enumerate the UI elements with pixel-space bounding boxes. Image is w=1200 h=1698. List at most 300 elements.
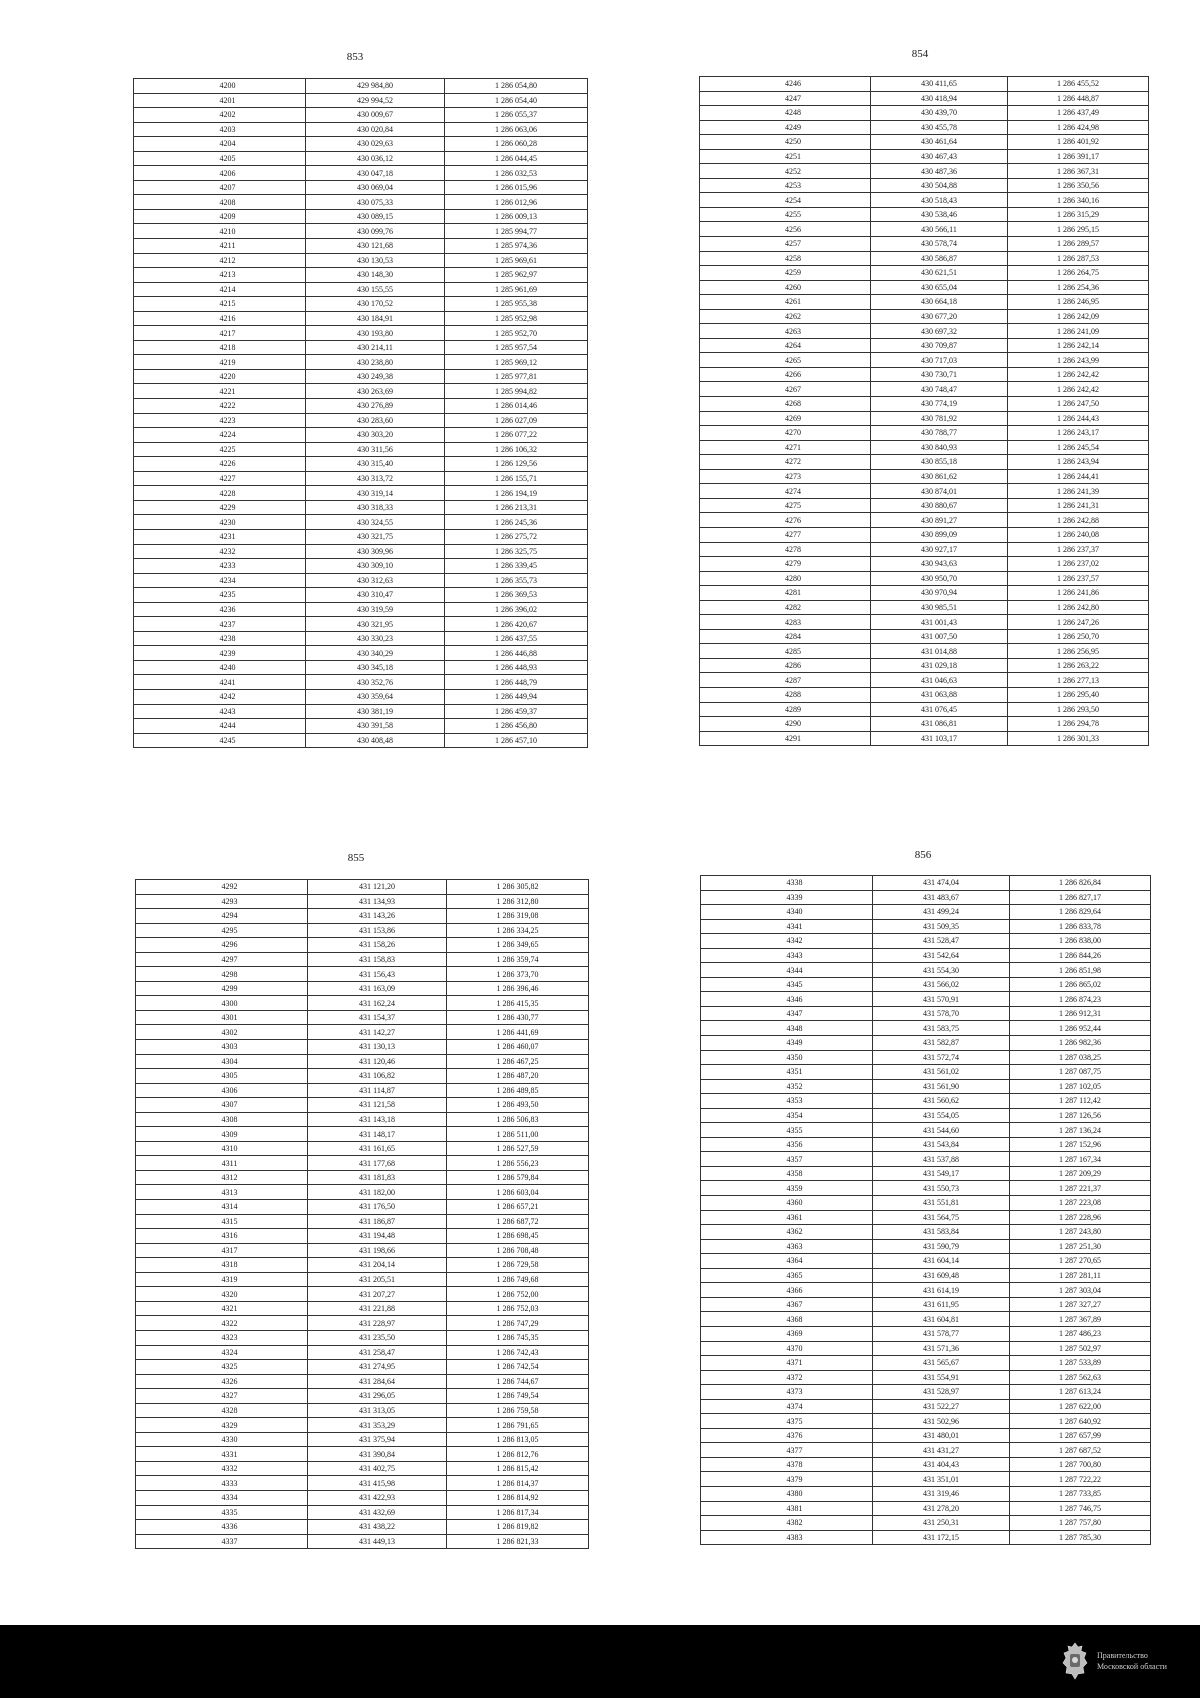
point-number-cell: 4252 bbox=[700, 164, 871, 179]
y-coordinate-cell: 1 287 270,65 bbox=[1010, 1254, 1151, 1269]
x-coordinate-cell: 431 186,87 bbox=[308, 1214, 447, 1229]
x-coordinate-cell: 431 258,47 bbox=[308, 1345, 447, 1360]
y-coordinate-cell: 1 286 237,37 bbox=[1008, 542, 1149, 557]
point-number-cell: 4264 bbox=[700, 338, 871, 353]
x-coordinate-cell: 430 538,46 bbox=[871, 207, 1008, 222]
y-coordinate-cell: 1 286 579,84 bbox=[447, 1170, 589, 1185]
y-coordinate-cell: 1 286 814,92 bbox=[447, 1490, 589, 1505]
y-coordinate-cell: 1 286 250,70 bbox=[1008, 629, 1149, 644]
x-coordinate-cell: 431 502,96 bbox=[873, 1414, 1010, 1429]
point-number-cell: 4203 bbox=[134, 122, 306, 137]
point-number-cell: 4302 bbox=[136, 1025, 308, 1040]
x-coordinate-cell: 430 709,87 bbox=[871, 338, 1008, 353]
table-row bbox=[701, 1065, 1151, 1080]
x-coordinate-cell: 431 121,20 bbox=[308, 880, 447, 895]
table-row bbox=[701, 1472, 1151, 1487]
y-coordinate-cell: 1 287 502,97 bbox=[1010, 1341, 1151, 1356]
x-coordinate-cell: 430 036,12 bbox=[306, 151, 445, 166]
point-number-cell: 4347 bbox=[701, 1006, 873, 1021]
point-number-cell: 4212 bbox=[134, 253, 306, 268]
y-coordinate-cell: 1 287 367,89 bbox=[1010, 1312, 1151, 1327]
table-row bbox=[134, 311, 588, 326]
table-row bbox=[701, 1225, 1151, 1240]
table-row bbox=[136, 1534, 589, 1549]
table-row bbox=[701, 1457, 1151, 1472]
table-row bbox=[136, 894, 589, 909]
x-coordinate-cell: 430 455,78 bbox=[871, 120, 1008, 135]
x-coordinate-cell: 430 170,52 bbox=[306, 297, 445, 312]
y-coordinate-cell: 1 286 396,46 bbox=[447, 981, 589, 996]
point-number-cell: 4330 bbox=[136, 1432, 308, 1447]
x-coordinate-cell: 431 204,14 bbox=[308, 1258, 447, 1273]
table-row bbox=[701, 890, 1151, 905]
point-number-cell: 4348 bbox=[701, 1021, 873, 1036]
point-number-cell: 4340 bbox=[701, 905, 873, 920]
x-coordinate-cell: 431 375,94 bbox=[308, 1432, 447, 1447]
table-row bbox=[134, 529, 588, 544]
point-number-cell: 4256 bbox=[700, 222, 871, 237]
x-coordinate-cell: 431 181,83 bbox=[308, 1170, 447, 1185]
y-coordinate-cell: 1 285 994,82 bbox=[445, 384, 588, 399]
x-coordinate-cell: 431 158,83 bbox=[308, 952, 447, 967]
point-number-cell: 4287 bbox=[700, 673, 871, 688]
point-number-cell: 4364 bbox=[701, 1254, 873, 1269]
point-number-cell: 4280 bbox=[700, 571, 871, 586]
y-coordinate-cell: 1 286 315,29 bbox=[1008, 207, 1149, 222]
table-row bbox=[134, 660, 588, 675]
point-number-cell: 4247 bbox=[700, 91, 871, 106]
y-coordinate-cell: 1 286 851,98 bbox=[1010, 963, 1151, 978]
point-number-cell: 4279 bbox=[700, 557, 871, 572]
y-coordinate-cell: 1 286 340,16 bbox=[1008, 193, 1149, 208]
point-number-cell: 4341 bbox=[701, 919, 873, 934]
x-coordinate-cell: 431 156,43 bbox=[308, 967, 447, 982]
table-row bbox=[701, 1036, 1151, 1051]
x-coordinate-cell: 430 621,51 bbox=[871, 266, 1008, 281]
x-coordinate-cell: 431 114,87 bbox=[308, 1083, 447, 1098]
point-number-cell: 4251 bbox=[700, 149, 871, 164]
y-coordinate-cell: 1 286 369,53 bbox=[445, 588, 588, 603]
point-number-cell: 4271 bbox=[700, 440, 871, 455]
table-row bbox=[136, 952, 589, 967]
table-row bbox=[134, 689, 588, 704]
table-row bbox=[134, 384, 588, 399]
table-row bbox=[136, 1258, 589, 1273]
table-row bbox=[701, 1370, 1151, 1385]
x-coordinate-cell: 430 970,94 bbox=[871, 586, 1008, 601]
x-coordinate-cell: 431 583,84 bbox=[873, 1225, 1010, 1240]
x-coordinate-cell: 430 321,95 bbox=[306, 617, 445, 632]
x-coordinate-cell: 430 089,15 bbox=[306, 209, 445, 224]
point-number-cell: 4305 bbox=[136, 1069, 308, 1084]
x-coordinate-cell: 431 422,93 bbox=[308, 1490, 447, 1505]
x-coordinate-cell: 431 604,14 bbox=[873, 1254, 1010, 1269]
point-number-cell: 4213 bbox=[134, 268, 306, 283]
point-number-cell: 4262 bbox=[700, 309, 871, 324]
y-coordinate-cell: 1 286 865,02 bbox=[1010, 977, 1151, 992]
point-number-cell: 4360 bbox=[701, 1196, 873, 1211]
point-number-cell: 4253 bbox=[700, 178, 871, 193]
y-coordinate-cell: 1 286 833,78 bbox=[1010, 919, 1151, 934]
point-number-cell: 4381 bbox=[701, 1501, 873, 1516]
x-coordinate-cell: 431 402,75 bbox=[308, 1461, 447, 1476]
table-row bbox=[136, 1141, 589, 1156]
point-number-cell: 4201 bbox=[134, 93, 306, 108]
x-coordinate-cell: 431 228,97 bbox=[308, 1316, 447, 1331]
point-number-cell: 4205 bbox=[134, 151, 306, 166]
table-row bbox=[134, 79, 588, 94]
y-coordinate-cell: 1 286 077,22 bbox=[445, 428, 588, 443]
point-number-cell: 4306 bbox=[136, 1083, 308, 1098]
table-row bbox=[136, 1040, 589, 1055]
x-coordinate-cell: 431 449,13 bbox=[308, 1534, 447, 1549]
y-coordinate-cell: 1 285 957,54 bbox=[445, 340, 588, 355]
y-coordinate-cell: 1 287 221,37 bbox=[1010, 1181, 1151, 1196]
x-coordinate-cell: 430 874,01 bbox=[871, 484, 1008, 499]
point-number-cell: 4349 bbox=[701, 1036, 873, 1051]
point-number-cell: 4277 bbox=[700, 527, 871, 542]
table-row bbox=[136, 1418, 589, 1433]
x-coordinate-cell: 430 184,91 bbox=[306, 311, 445, 326]
y-coordinate-cell: 1 287 087,75 bbox=[1010, 1065, 1151, 1080]
point-number-cell: 4380 bbox=[701, 1486, 873, 1501]
table-row bbox=[134, 500, 588, 515]
table-row bbox=[700, 266, 1149, 281]
table-row bbox=[701, 1108, 1151, 1123]
y-coordinate-cell: 1 286 054,40 bbox=[445, 93, 588, 108]
y-coordinate-cell: 1 286 373,70 bbox=[447, 967, 589, 982]
y-coordinate-cell: 1 286 241,86 bbox=[1008, 586, 1149, 601]
point-number-cell: 4351 bbox=[701, 1065, 873, 1080]
y-coordinate-cell: 1 286 982,36 bbox=[1010, 1036, 1151, 1051]
y-coordinate-cell: 1 286 243,17 bbox=[1008, 426, 1149, 441]
x-coordinate-cell: 430 411,65 bbox=[871, 77, 1008, 92]
y-coordinate-cell: 1 286 237,02 bbox=[1008, 557, 1149, 572]
point-number-cell: 4321 bbox=[136, 1301, 308, 1316]
y-coordinate-cell: 1 286 334,25 bbox=[447, 923, 589, 938]
y-coordinate-cell: 1 286 014,46 bbox=[445, 399, 588, 414]
x-coordinate-cell: 430 677,20 bbox=[871, 309, 1008, 324]
x-coordinate-cell: 430 578,74 bbox=[871, 237, 1008, 252]
y-coordinate-cell: 1 286 244,41 bbox=[1008, 469, 1149, 484]
y-coordinate-cell: 1 286 015,96 bbox=[445, 180, 588, 195]
table-row bbox=[701, 1283, 1151, 1298]
y-coordinate-cell: 1 286 819,82 bbox=[447, 1520, 589, 1535]
table-row bbox=[700, 411, 1149, 426]
table-row bbox=[700, 120, 1149, 135]
table-row bbox=[701, 1312, 1151, 1327]
y-coordinate-cell: 1 287 243,80 bbox=[1010, 1225, 1151, 1240]
y-coordinate-cell: 1 286 687,72 bbox=[447, 1214, 589, 1229]
table-row bbox=[136, 1360, 589, 1375]
y-coordinate-cell: 1 287 152,96 bbox=[1010, 1137, 1151, 1152]
table-row bbox=[134, 239, 588, 254]
x-coordinate-cell: 431 566,02 bbox=[873, 977, 1010, 992]
y-coordinate-cell: 1 286 241,09 bbox=[1008, 324, 1149, 339]
y-coordinate-cell: 1 287 102,05 bbox=[1010, 1079, 1151, 1094]
y-coordinate-cell: 1 286 244,43 bbox=[1008, 411, 1149, 426]
point-number-cell: 4292 bbox=[136, 880, 308, 895]
table-row bbox=[134, 137, 588, 152]
x-coordinate-cell: 431 554,05 bbox=[873, 1108, 1010, 1123]
x-coordinate-cell: 431 007,50 bbox=[871, 629, 1008, 644]
y-coordinate-cell: 1 286 829,64 bbox=[1010, 905, 1151, 920]
x-coordinate-cell: 430 319,14 bbox=[306, 486, 445, 501]
table-row bbox=[700, 382, 1149, 397]
x-coordinate-cell: 430 315,40 bbox=[306, 457, 445, 472]
y-coordinate-cell: 1 286 813,05 bbox=[447, 1432, 589, 1447]
x-coordinate-cell: 431 554,30 bbox=[873, 963, 1010, 978]
point-number-cell: 4310 bbox=[136, 1141, 308, 1156]
point-number-cell: 4354 bbox=[701, 1108, 873, 1123]
y-coordinate-cell: 1 287 622,00 bbox=[1010, 1399, 1151, 1414]
table-row bbox=[700, 629, 1149, 644]
point-number-cell: 4286 bbox=[700, 658, 871, 673]
table-row bbox=[700, 149, 1149, 164]
point-number-cell: 4322 bbox=[136, 1316, 308, 1331]
table-row bbox=[700, 513, 1149, 528]
table-row bbox=[700, 251, 1149, 266]
table-row bbox=[134, 631, 588, 646]
table-row bbox=[701, 1021, 1151, 1036]
y-coordinate-cell: 1 286 243,99 bbox=[1008, 353, 1149, 368]
x-coordinate-cell: 430 781,92 bbox=[871, 411, 1008, 426]
y-coordinate-cell: 1 287 613,24 bbox=[1010, 1385, 1151, 1400]
table-row bbox=[701, 876, 1151, 891]
point-number-cell: 4356 bbox=[701, 1137, 873, 1152]
point-number-cell: 4359 bbox=[701, 1181, 873, 1196]
point-number-cell: 4372 bbox=[701, 1370, 873, 1385]
x-coordinate-cell: 431 158,26 bbox=[308, 938, 447, 953]
point-number-cell: 4222 bbox=[134, 399, 306, 414]
table-row bbox=[134, 646, 588, 661]
point-number-cell: 4215 bbox=[134, 297, 306, 312]
table-row bbox=[700, 484, 1149, 499]
table-row bbox=[701, 1385, 1151, 1400]
y-coordinate-cell: 1 286 747,29 bbox=[447, 1316, 589, 1331]
x-coordinate-cell: 431 221,88 bbox=[308, 1301, 447, 1316]
table-row bbox=[700, 367, 1149, 382]
point-number-cell: 4207 bbox=[134, 180, 306, 195]
x-coordinate-cell: 430 774,19 bbox=[871, 397, 1008, 412]
table-row bbox=[701, 1239, 1151, 1254]
point-number-cell: 4317 bbox=[136, 1243, 308, 1258]
table-row bbox=[700, 295, 1149, 310]
table-row bbox=[701, 1486, 1151, 1501]
y-coordinate-cell: 1 286 745,35 bbox=[447, 1330, 589, 1345]
point-number-cell: 4366 bbox=[701, 1283, 873, 1298]
x-coordinate-cell: 431 319,46 bbox=[873, 1486, 1010, 1501]
table-row bbox=[700, 469, 1149, 484]
y-coordinate-cell: 1 286 391,17 bbox=[1008, 149, 1149, 164]
y-coordinate-cell: 1 287 228,96 bbox=[1010, 1210, 1151, 1225]
table-row bbox=[701, 919, 1151, 934]
point-number-cell: 4284 bbox=[700, 629, 871, 644]
table-row bbox=[700, 600, 1149, 615]
y-coordinate-cell: 1 286 511,00 bbox=[447, 1127, 589, 1142]
x-coordinate-cell: 431 499,24 bbox=[873, 905, 1010, 920]
y-coordinate-cell: 1 286 350,56 bbox=[1008, 178, 1149, 193]
y-coordinate-cell: 1 286 247,50 bbox=[1008, 397, 1149, 412]
table-row bbox=[701, 1181, 1151, 1196]
x-coordinate-cell: 431 086,81 bbox=[871, 717, 1008, 732]
table-row bbox=[136, 1301, 589, 1316]
y-coordinate-cell: 1 286 952,44 bbox=[1010, 1021, 1151, 1036]
x-coordinate-cell: 431 235,50 bbox=[308, 1330, 447, 1345]
x-coordinate-cell: 431 609,48 bbox=[873, 1268, 1010, 1283]
point-number-cell: 4268 bbox=[700, 397, 871, 412]
table-row bbox=[134, 442, 588, 457]
x-coordinate-cell: 431 121,58 bbox=[308, 1098, 447, 1113]
x-coordinate-cell: 431 163,09 bbox=[308, 981, 447, 996]
point-number-cell: 4285 bbox=[700, 644, 871, 659]
table-row bbox=[136, 1272, 589, 1287]
y-coordinate-cell: 1 285 955,38 bbox=[445, 297, 588, 312]
table-row bbox=[136, 981, 589, 996]
table-row bbox=[700, 353, 1149, 368]
point-number-cell: 4307 bbox=[136, 1098, 308, 1113]
x-coordinate-cell: 430 352,76 bbox=[306, 675, 445, 690]
table-row bbox=[134, 297, 588, 312]
point-number-cell: 4303 bbox=[136, 1040, 308, 1055]
point-number-cell: 4229 bbox=[134, 500, 306, 515]
table-row bbox=[134, 617, 588, 632]
x-coordinate-cell: 431 528,97 bbox=[873, 1385, 1010, 1400]
table-row bbox=[700, 527, 1149, 542]
point-number-cell: 4269 bbox=[700, 411, 871, 426]
x-coordinate-cell: 430 748,47 bbox=[871, 382, 1008, 397]
point-number-cell: 4304 bbox=[136, 1054, 308, 1069]
point-number-cell: 4324 bbox=[136, 1345, 308, 1360]
point-number-cell: 4362 bbox=[701, 1225, 873, 1240]
table-row bbox=[700, 571, 1149, 586]
y-coordinate-cell: 1 286 415,35 bbox=[447, 996, 589, 1011]
point-number-cell: 4274 bbox=[700, 484, 871, 499]
table-row bbox=[134, 559, 588, 574]
point-number-cell: 4231 bbox=[134, 529, 306, 544]
table-row bbox=[136, 909, 589, 924]
x-coordinate-cell: 430 345,18 bbox=[306, 660, 445, 675]
y-coordinate-cell: 1 286 277,13 bbox=[1008, 673, 1149, 688]
table-row bbox=[134, 733, 588, 748]
x-coordinate-cell: 431 480,01 bbox=[873, 1428, 1010, 1443]
table-row bbox=[701, 1414, 1151, 1429]
table-row bbox=[701, 1006, 1151, 1021]
point-number-cell: 4355 bbox=[701, 1123, 873, 1138]
y-coordinate-cell: 1 286 441,69 bbox=[447, 1025, 589, 1040]
table-row bbox=[136, 1229, 589, 1244]
x-coordinate-cell: 430 586,87 bbox=[871, 251, 1008, 266]
point-number-cell: 4314 bbox=[136, 1200, 308, 1215]
table-row bbox=[134, 209, 588, 224]
x-coordinate-cell: 430 130,53 bbox=[306, 253, 445, 268]
point-number-cell: 4259 bbox=[700, 266, 871, 281]
table-row bbox=[134, 355, 588, 370]
x-coordinate-cell: 430 927,17 bbox=[871, 542, 1008, 557]
x-coordinate-cell: 431 537,88 bbox=[873, 1152, 1010, 1167]
table-row bbox=[700, 731, 1149, 746]
x-coordinate-cell: 430 099,76 bbox=[306, 224, 445, 239]
table-row bbox=[136, 1069, 589, 1084]
point-number-cell: 4281 bbox=[700, 586, 871, 601]
y-coordinate-cell: 1 286 242,09 bbox=[1008, 309, 1149, 324]
x-coordinate-cell: 431 172,15 bbox=[873, 1530, 1010, 1545]
point-number-cell: 4315 bbox=[136, 1214, 308, 1229]
table-row bbox=[700, 615, 1149, 630]
table-row bbox=[136, 1185, 589, 1200]
point-number-cell: 4266 bbox=[700, 367, 871, 382]
x-coordinate-cell: 431 274,95 bbox=[308, 1360, 447, 1375]
y-coordinate-cell: 1 286 055,37 bbox=[445, 108, 588, 123]
point-number-cell: 4209 bbox=[134, 209, 306, 224]
x-coordinate-cell: 431 611,95 bbox=[873, 1297, 1010, 1312]
point-number-cell: 4299 bbox=[136, 981, 308, 996]
table-row bbox=[134, 399, 588, 414]
x-coordinate-cell: 430 861,62 bbox=[871, 469, 1008, 484]
y-coordinate-cell: 1 286 424,98 bbox=[1008, 120, 1149, 135]
x-coordinate-cell: 430 155,55 bbox=[306, 282, 445, 297]
table-row bbox=[700, 542, 1149, 557]
point-number-cell: 4260 bbox=[700, 280, 871, 295]
table-row bbox=[701, 1297, 1151, 1312]
point-number-cell: 4228 bbox=[134, 486, 306, 501]
table-row bbox=[134, 486, 588, 501]
x-coordinate-cell: 431 550,73 bbox=[873, 1181, 1010, 1196]
point-number-cell: 4298 bbox=[136, 967, 308, 982]
point-number-cell: 4276 bbox=[700, 513, 871, 528]
table-row bbox=[701, 1123, 1151, 1138]
table-row bbox=[700, 440, 1149, 455]
table-row bbox=[700, 193, 1149, 208]
y-coordinate-cell: 1 286 708,48 bbox=[447, 1243, 589, 1258]
table-row bbox=[700, 135, 1149, 150]
y-coordinate-cell: 1 286 289,57 bbox=[1008, 237, 1149, 252]
y-coordinate-cell: 1 286 242,42 bbox=[1008, 367, 1149, 382]
x-coordinate-cell: 430 518,43 bbox=[871, 193, 1008, 208]
table-row bbox=[700, 280, 1149, 295]
y-coordinate-cell: 1 286 460,07 bbox=[447, 1040, 589, 1055]
point-number-cell: 4308 bbox=[136, 1112, 308, 1127]
y-coordinate-cell: 1 286 295,15 bbox=[1008, 222, 1149, 237]
y-coordinate-cell: 1 286 319,08 bbox=[447, 909, 589, 924]
x-coordinate-cell: 431 590,79 bbox=[873, 1239, 1010, 1254]
x-coordinate-cell: 431 572,74 bbox=[873, 1050, 1010, 1065]
x-coordinate-cell: 431 176,50 bbox=[308, 1200, 447, 1215]
y-coordinate-cell: 1 286 237,57 bbox=[1008, 571, 1149, 586]
point-number-cell: 4283 bbox=[700, 615, 871, 630]
point-number-cell: 4328 bbox=[136, 1403, 308, 1418]
point-number-cell: 4234 bbox=[134, 573, 306, 588]
point-number-cell: 4363 bbox=[701, 1239, 873, 1254]
x-coordinate-cell: 429 984,80 bbox=[306, 79, 445, 94]
y-coordinate-cell: 1 287 112,42 bbox=[1010, 1094, 1151, 1109]
y-coordinate-cell: 1 285 994,77 bbox=[445, 224, 588, 239]
table-row bbox=[700, 178, 1149, 193]
y-coordinate-cell: 1 286 815,42 bbox=[447, 1461, 589, 1476]
y-coordinate-cell: 1 286 698,45 bbox=[447, 1229, 589, 1244]
table-row bbox=[701, 992, 1151, 1007]
point-number-cell: 4352 bbox=[701, 1079, 873, 1094]
y-coordinate-cell: 1 286 459,37 bbox=[445, 704, 588, 719]
point-number-cell: 4319 bbox=[136, 1272, 308, 1287]
table-row bbox=[136, 1345, 589, 1360]
point-number-cell: 4206 bbox=[134, 166, 306, 181]
y-coordinate-cell: 1 286 256,95 bbox=[1008, 644, 1149, 659]
x-coordinate-cell: 430 461,64 bbox=[871, 135, 1008, 150]
point-number-cell: 4248 bbox=[700, 106, 871, 121]
x-coordinate-cell: 431 014,88 bbox=[871, 644, 1008, 659]
coordinate-table bbox=[135, 879, 589, 1549]
